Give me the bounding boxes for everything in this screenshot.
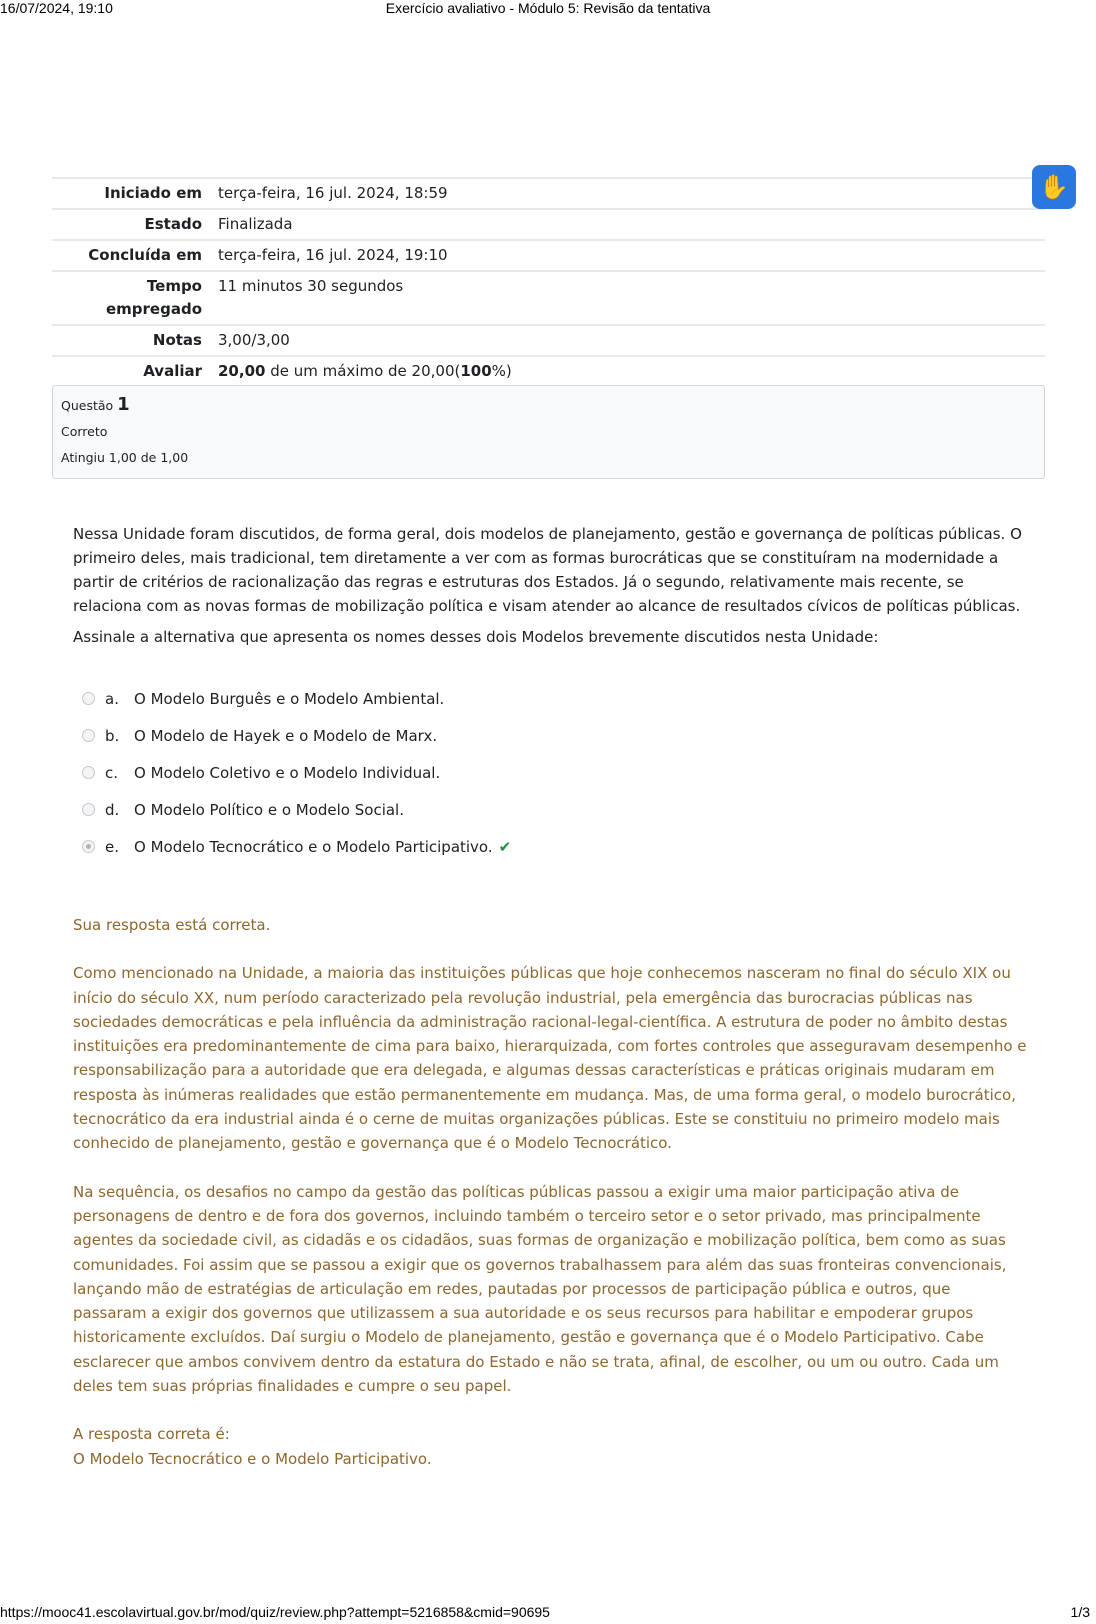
radio[interactable] bbox=[82, 803, 95, 816]
question-mark: Atingiu 1,00 de 1,00 bbox=[61, 450, 189, 465]
feedback-paragraph: Na sequência, os desafios no campo da gestão das políticas públicas passou a exigir uma maior participação ativa de personagens de dentro e de fora dos governos, incluindo também o terceiro setor e o setor privado, mas principalmente agentes da sociedade civil, as cidadãs e os cidadãos, suas formas de organização e mobilização política, bem como as suas comunidades. Foi assim que se passou a exigir que os governos trabalhassem para além das suas fronteiras convencionais, lançando mão de estratégias de articulação em redes, pautadas por processos de participação pública e outros, que passaram a exigir dos governos que utilizassem a sua autoridade e os seus recursos para habilitar e empoderar grupos historicamente excluídos. Daí surgiu o Modelo de planejamento, gestão e governança que é o Modelo Participativo. Cabe esclarecer que ambos convivem dentro da estatura do Estado e não se trata, afinal, de escolher, ou um ou outro. Cada um deles tem suas próprias finalidades e cumpre o seu papel. bbox=[73, 1182, 1007, 1396]
answer-options bbox=[82, 680, 511, 865]
question-info bbox=[52, 385, 1045, 479]
summary-row bbox=[52, 325, 1045, 356]
summary-value bbox=[210, 356, 1045, 386]
answer-option-b[interactable]: b. O Modelo de Hayek e o Modelo de Marx. bbox=[82, 717, 511, 754]
question-body: Nessa Unidade foram discutidos, de forma geral, dois modelos de planejamento, gestão e governança de políticas públicas. O primeiro deles, mais tradicional, tem diretamente a ver com as formas burocráticas que se constituíram na modernidade a partir de critérios de racionalização das regras e estruturas dos Estados. Já o segundo, relativamente mais recente, se relaciona com as novas formas de mobilização política e visam atender ao alcance de resultados cívicos de políticas públicas. bbox=[73, 525, 1022, 615]
page-number: 1/3 bbox=[1070, 1604, 1090, 1620]
accessibility-button[interactable] bbox=[1032, 165, 1076, 209]
summary-value: terça-feira, 16 jul. 2024, 19:10 bbox=[210, 240, 1045, 271]
radio[interactable] bbox=[82, 692, 95, 705]
summary-row bbox=[52, 178, 1045, 209]
summary-value: 11 minutos 30 segundos bbox=[210, 271, 1045, 325]
question-number: Questão 1 bbox=[61, 394, 130, 415]
radio[interactable] bbox=[82, 729, 95, 742]
summary-label: Notas bbox=[52, 325, 210, 356]
feedback bbox=[73, 913, 1028, 1471]
attempt-summary-table bbox=[52, 177, 1045, 386]
check-icon: ✔ bbox=[498, 837, 512, 856]
answer-option-a[interactable]: a. O Modelo Burguês e o Modelo Ambiental. bbox=[82, 680, 511, 717]
radio[interactable] bbox=[82, 766, 95, 779]
summary-row bbox=[52, 356, 1045, 386]
answer-option-e[interactable]: e. O Modelo Tecnocrático e o Modelo Participativo. ✔ bbox=[82, 828, 511, 865]
print-header bbox=[0, 0, 1096, 18]
print-datetime: 16/07/2024, 19:10 bbox=[0, 0, 113, 16]
sign-language-hands-icon: ✋ bbox=[1039, 173, 1069, 201]
print-footer bbox=[0, 1604, 1096, 1624]
summary-row bbox=[52, 240, 1045, 271]
summary-row bbox=[52, 209, 1045, 240]
grade-percent: 100 bbox=[460, 362, 492, 380]
feedback-paragraph: Como mencionado na Unidade, a maioria das instituições públicas que hoje conhecemos nasceram no final do século XIX ou início do século XX, num período caracterizado pela revolução industrial, pela emergência das burocracias públicas nas sociedades democráticas e pela influência da administração racional-legal-científica. A estrutura de poder no âmbito destas instituições era predominantemente de cima para baixo, hierarquizada, com fortes controles que asseguravam desempenho e responsabilização para a autoridade que era delegada, e algumas dessas características e práticas originais mudaram em resposta às inúmeras realidades que estão permanentemente em mudança. Mas, de uma forma geral, o modelo burocrático, tecnocrático da era industrial ainda é o cerne de muitas organizações públicas. Este se constituiu no primeiro modelo mais conhecido de planejamento, gestão e governança que é o Modelo Tecnocrático. bbox=[73, 964, 1027, 1153]
question-text bbox=[73, 522, 1023, 656]
grade-text: de um máximo de 20,00( bbox=[265, 362, 461, 380]
feedback-status: Sua resposta está correta. bbox=[73, 916, 271, 934]
summary-label: Concluída em bbox=[52, 240, 210, 271]
grade: 20,00 bbox=[218, 362, 266, 380]
answer-option-c[interactable]: c. O Modelo Coletivo e o Modelo Individual. bbox=[82, 754, 511, 791]
summary-row bbox=[52, 271, 1045, 325]
grade-text-end: %) bbox=[491, 362, 512, 380]
question-prompt: Assinale a alternativa que apresenta os nomes desses dois Modelos brevemente discutidos nesta Unidade: bbox=[73, 628, 879, 646]
print-title: Exercício avaliativo - Módulo 5: Revisão da tentativa bbox=[385, 0, 711, 16]
summary-label: Iniciado em bbox=[52, 178, 210, 209]
radio-selected[interactable] bbox=[82, 840, 95, 853]
summary-value: terça-feira, 16 jul. 2024, 18:59 bbox=[210, 178, 1045, 209]
summary-label: Tempo empregado bbox=[52, 271, 210, 325]
right-answer-label: A resposta correta é: bbox=[73, 1425, 230, 1444]
summary-value: 3,00/3,00 bbox=[210, 325, 1045, 356]
summary-label: Avaliar bbox=[52, 356, 210, 386]
summary-value: Finalizada bbox=[210, 209, 1045, 240]
summary-label: Estado bbox=[52, 209, 210, 240]
right-answer: O Modelo Tecnocrático e o Modelo Participativo. bbox=[73, 1449, 432, 1468]
answer-option-d[interactable]: d. O Modelo Político e o Modelo Social. bbox=[82, 791, 511, 828]
page-url: https://mooc41.escolavirtual.gov.br/mod/quiz/review.php?attempt=5216858&cmid=90695 bbox=[0, 1604, 550, 1620]
question-state: Correto bbox=[61, 424, 108, 439]
